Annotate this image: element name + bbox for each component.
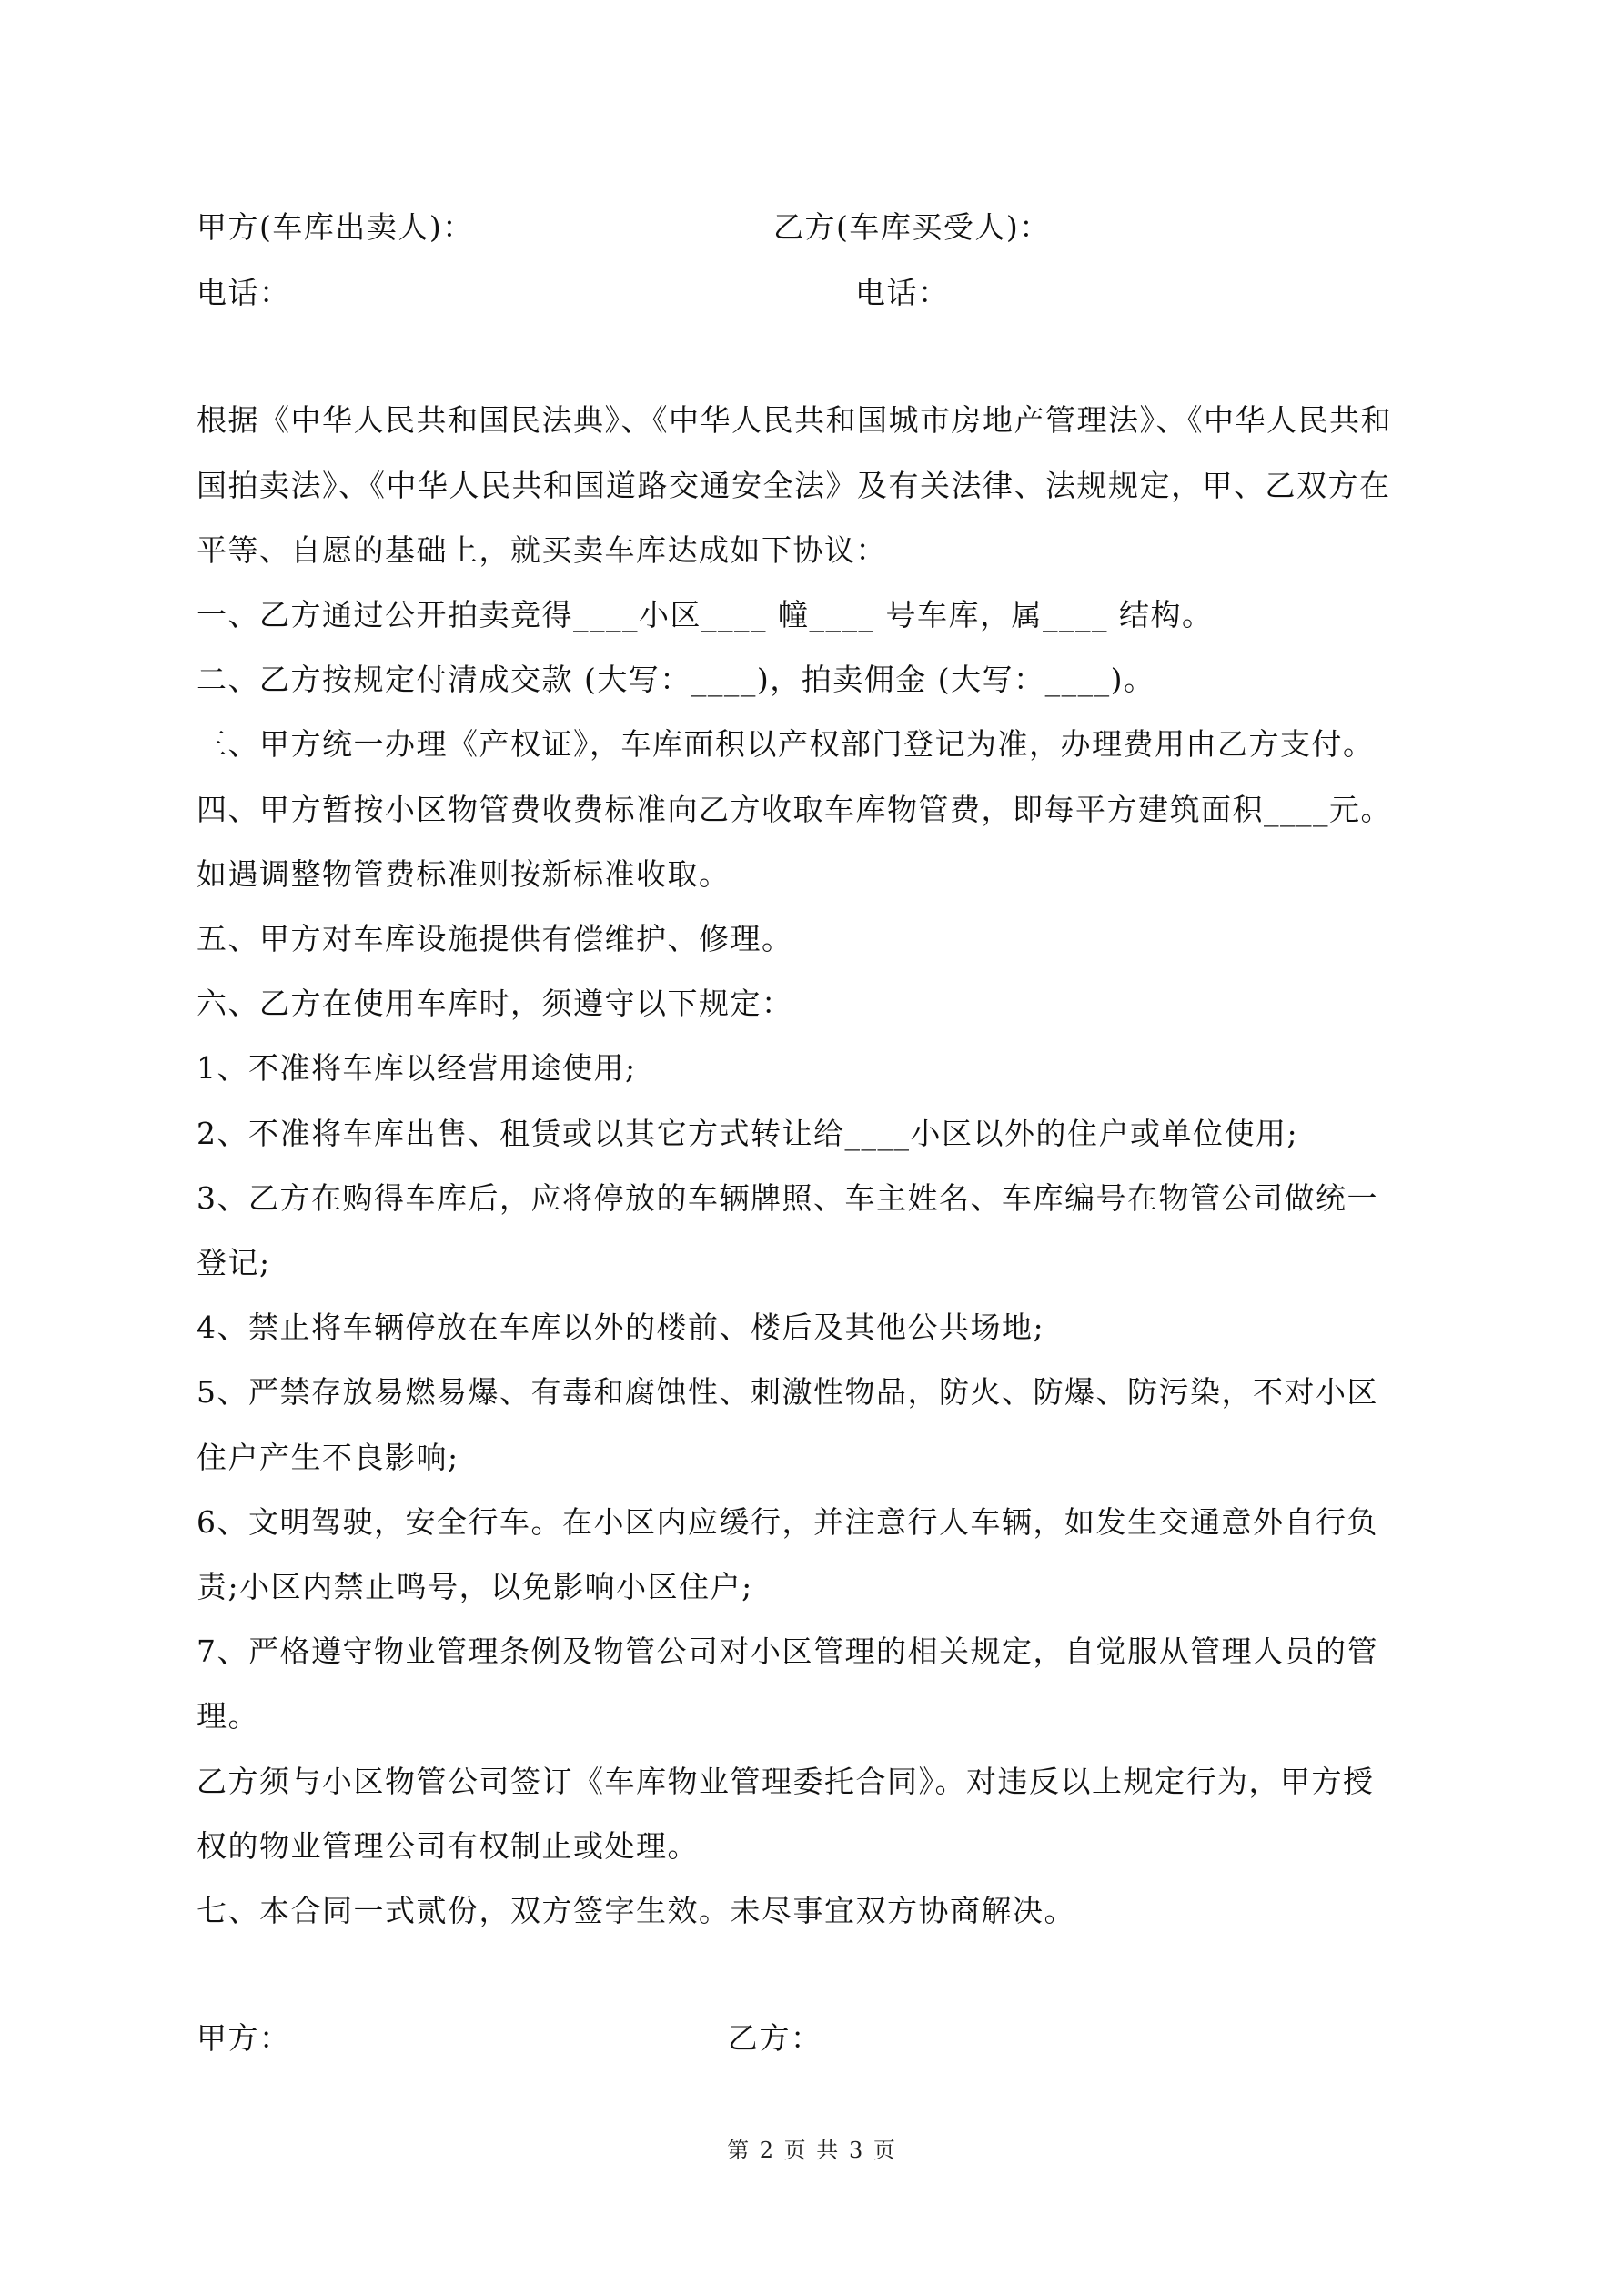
clause-2: 二、乙方按规定付清成交款 (大写：____)，拍卖佣金 (大写：____)。: [197, 662, 1155, 697]
clause-4-line-2: 如遇调整物管费标准则按新标准收取。: [197, 856, 731, 892]
clause-3: 三、甲方统一办理《产权证》，车库面积以产权部门登记为准，办理费用由乙方支付。: [197, 726, 1375, 762]
party-b-title: 乙方(车库买受人)：: [773, 209, 1051, 245]
preamble-line-2: 国拍卖法》、《中华人民共和国道路交通安全法》及有关法律、法规规定，甲、乙双方在: [197, 468, 1391, 503]
rule-6-line-2: 责;小区内禁止鸣号，以免影响小区住户;: [197, 1569, 753, 1604]
clause-6: 六、乙方在使用车库时，须遵守以下规定：: [197, 986, 793, 1021]
rule-3-line-2: 登记;: [197, 1245, 271, 1280]
party-a-phone: 电话：: [197, 275, 291, 310]
rule-4: 4、禁止将车辆停放在车库以外的楼前、楼后及其他公共场地;: [197, 1310, 1045, 1345]
rule-7-line-2: 理。: [197, 1698, 259, 1734]
clause-5: 五、甲方对车库设施提供有偿维护、修理。: [197, 921, 793, 956]
contract-note-line-2: 权的物业管理公司有权制止或处理。: [197, 1828, 699, 1864]
contract-note-line-1: 乙方须与小区物管公司签订《车库物业管理委托合同》。对违反以上规定行为，甲方授: [197, 1764, 1375, 1799]
clause-1: 一、乙方通过公开拍卖竞得____小区____ 幢____ 号车库，属____ 结构。: [197, 597, 1214, 632]
clause-7: 七、本合同一式贰份，双方签字生效。未尽事宜双方协商解决。: [197, 1893, 1075, 1928]
rule-6-line-1: 6、文明驾驶，安全行车。在小区内应缓行，并注意行人车辆，如发生交通意外自行负: [197, 1504, 1378, 1540]
clause-4-line-1: 四、甲方暂按小区物管费收费标准向乙方收取车库物管费，即每平方建筑面积____元。: [197, 792, 1392, 827]
signature-party-b: 乙方：: [728, 2020, 822, 2056]
page-number: 第 2 页 共 3 页: [727, 2138, 897, 2163]
rule-7-line-1: 7、严格遵守物业管理条例及物管公司对小区管理的相关规定，自觉服从管理人员的管: [197, 1633, 1378, 1669]
rule-5-line-2: 住户产生不良影响;: [197, 1440, 459, 1475]
preamble-line-3: 平等、自愿的基础上，就买卖车库达成如下协议：: [197, 532, 887, 568]
rule-2: 2、不准将车库出售、租赁或以其它方式转让给____小区以外的住户或单位使用;: [197, 1116, 1299, 1151]
rule-5-line-1: 5、严禁存放易燃易爆、有毒和腐蚀性、刺激性物品，防火、防爆、防污染，不对小区: [197, 1374, 1378, 1410]
party-a-title: 甲方(车库出卖人)：: [197, 209, 474, 245]
party-b-phone: 电话：: [855, 275, 950, 310]
signature-party-a: 甲方：: [197, 2020, 291, 2056]
rule-3-line-1: 3、乙方在购得车库后，应将停放的车辆牌照、车主姓名、车库编号在物管公司做统一: [197, 1180, 1378, 1216]
rule-1: 1、不准将车库以经营用途使用;: [197, 1050, 637, 1086]
preamble-line-1: 根据《中华人民共和国民法典》、《中华人民共和国城市房地产管理法》、《中华人民共和: [197, 402, 1392, 438]
